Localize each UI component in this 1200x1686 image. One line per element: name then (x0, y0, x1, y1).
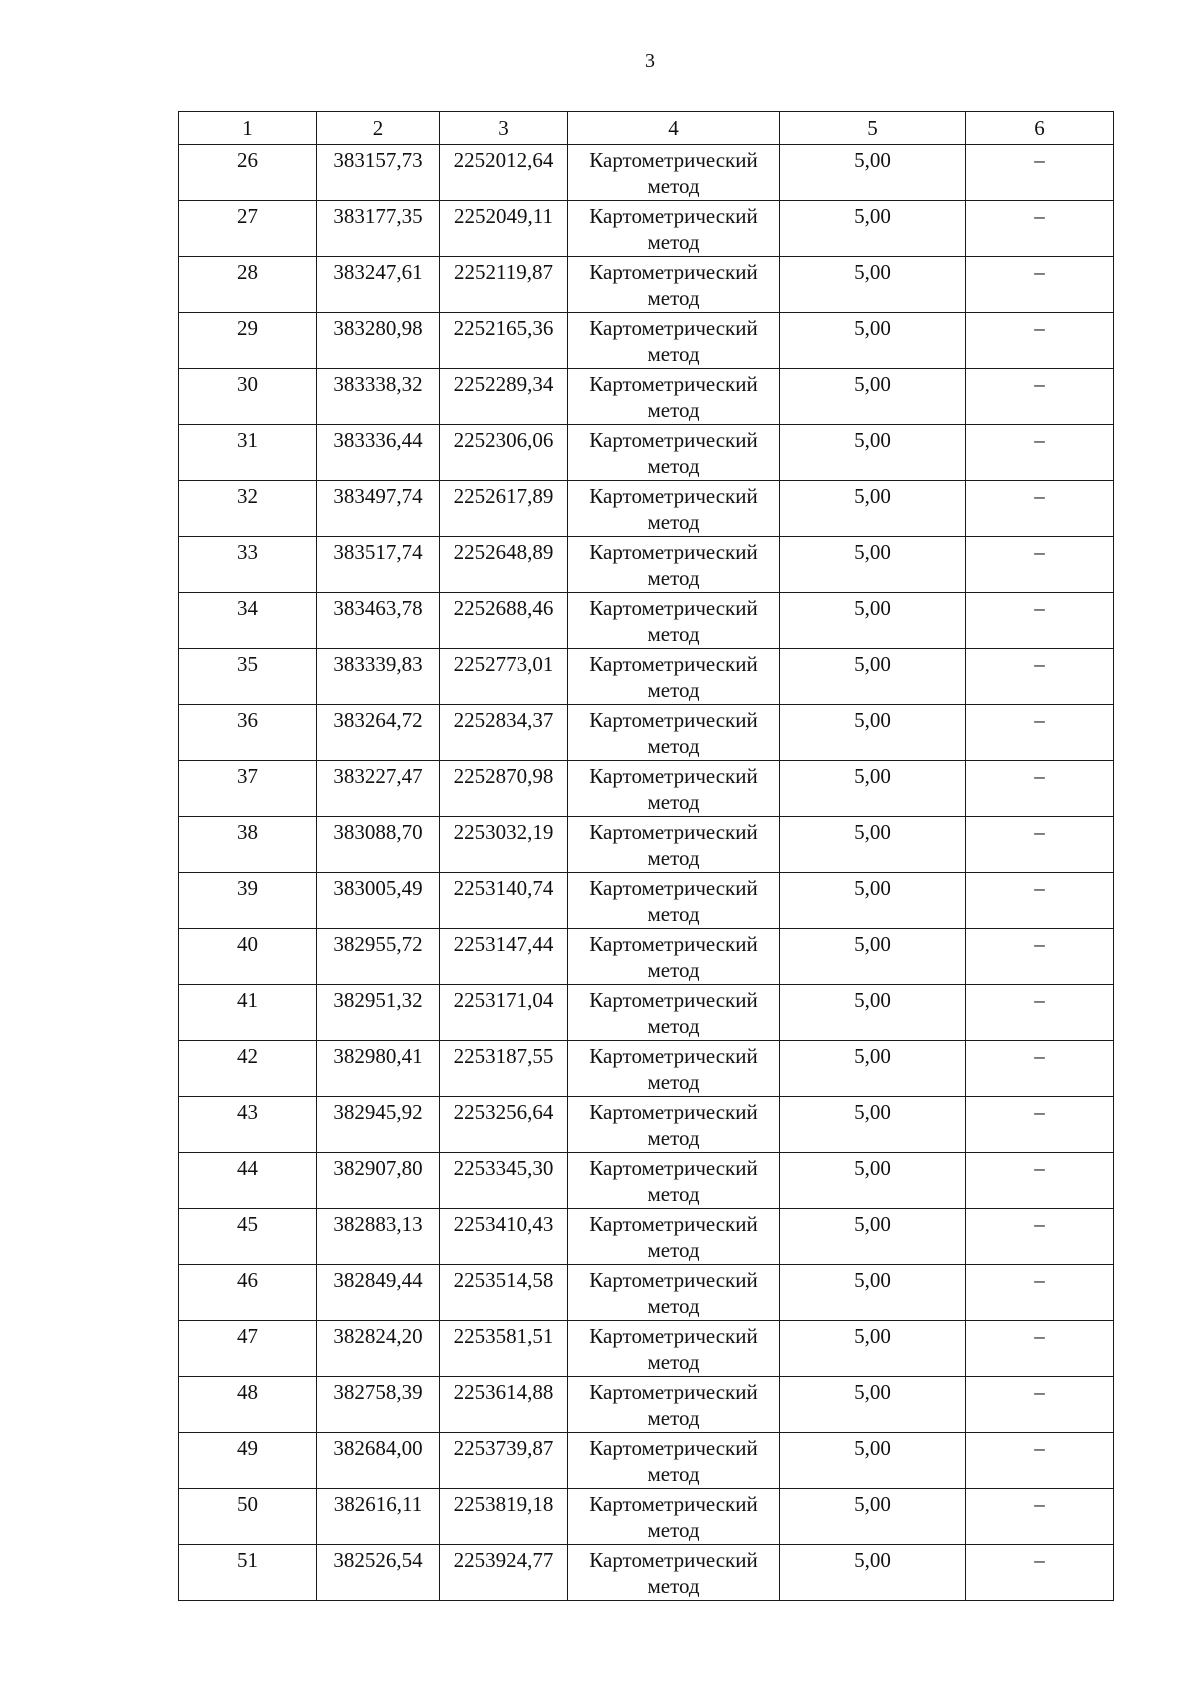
point-number-cell: 36 (179, 705, 317, 761)
accuracy-cell: 5,00 (780, 929, 966, 985)
y-coordinate-cell: 2252617,89 (440, 481, 568, 537)
accuracy-cell: 5,00 (780, 593, 966, 649)
point-number-cell: 48 (179, 1377, 317, 1433)
method-cell: Картометрический метод (568, 257, 780, 313)
method-cell: Картометрический метод (568, 873, 780, 929)
column-header-1: 1 (179, 112, 317, 145)
point-number-cell: 31 (179, 425, 317, 481)
table-row (179, 1321, 1114, 1377)
x-coordinate-cell: 382907,80 (317, 1153, 440, 1209)
table-row (179, 201, 1114, 257)
method-cell: Картометрический метод (568, 1041, 780, 1097)
point-number-cell: 29 (179, 313, 317, 369)
accuracy-cell: 5,00 (780, 705, 966, 761)
method-cell: Картометрический метод (568, 481, 780, 537)
point-number-cell: 51 (179, 1545, 317, 1601)
point-number-cell: 43 (179, 1097, 317, 1153)
y-coordinate-cell: 2252165,36 (440, 313, 568, 369)
table-row (179, 1433, 1114, 1489)
column-header-4: 4 (568, 112, 780, 145)
note-cell: – (966, 929, 1114, 985)
method-cell: Картометрический метод (568, 593, 780, 649)
x-coordinate-cell: 382849,44 (317, 1265, 440, 1321)
accuracy-cell: 5,00 (780, 537, 966, 593)
note-cell: – (966, 1433, 1114, 1489)
table-row (179, 313, 1114, 369)
accuracy-cell: 5,00 (780, 1041, 966, 1097)
method-cell: Картометрический метод (568, 537, 780, 593)
y-coordinate-cell: 2253614,88 (440, 1377, 568, 1433)
x-coordinate-cell: 382955,72 (317, 929, 440, 985)
x-coordinate-cell: 383264,72 (317, 705, 440, 761)
table-row (179, 1041, 1114, 1097)
table-row (179, 537, 1114, 593)
y-coordinate-cell: 2253032,19 (440, 817, 568, 873)
table-row (179, 145, 1114, 201)
table-row (179, 929, 1114, 985)
point-number-cell: 39 (179, 873, 317, 929)
x-coordinate-cell: 383177,35 (317, 201, 440, 257)
point-number-cell: 47 (179, 1321, 317, 1377)
method-cell: Картометрический метод (568, 649, 780, 705)
y-coordinate-cell: 2252773,01 (440, 649, 568, 705)
accuracy-cell: 5,00 (780, 257, 966, 313)
accuracy-cell: 5,00 (780, 1489, 966, 1545)
x-coordinate-cell: 382980,41 (317, 1041, 440, 1097)
point-number-cell: 49 (179, 1433, 317, 1489)
note-cell: – (966, 873, 1114, 929)
table-row (179, 873, 1114, 929)
table-header-row (179, 112, 1114, 145)
note-cell: – (966, 1489, 1114, 1545)
y-coordinate-cell: 2252012,64 (440, 145, 568, 201)
x-coordinate-cell: 382526,54 (317, 1545, 440, 1601)
method-cell: Картометрический метод (568, 1097, 780, 1153)
x-coordinate-cell: 383280,98 (317, 313, 440, 369)
note-cell: – (966, 257, 1114, 313)
accuracy-cell: 5,00 (780, 817, 966, 873)
y-coordinate-cell: 2253739,87 (440, 1433, 568, 1489)
table-row (179, 425, 1114, 481)
table-row (179, 1377, 1114, 1433)
accuracy-cell: 5,00 (780, 873, 966, 929)
point-number-cell: 30 (179, 369, 317, 425)
method-cell: Картометрический метод (568, 1545, 780, 1601)
point-number-cell: 42 (179, 1041, 317, 1097)
accuracy-cell: 5,00 (780, 1153, 966, 1209)
column-header-3: 3 (440, 112, 568, 145)
method-cell: Картометрический метод (568, 929, 780, 985)
table-row (179, 761, 1114, 817)
x-coordinate-cell: 382883,13 (317, 1209, 440, 1265)
y-coordinate-cell: 2252870,98 (440, 761, 568, 817)
note-cell: – (966, 761, 1114, 817)
note-cell: – (966, 481, 1114, 537)
note-cell: – (966, 425, 1114, 481)
coordinates-table (178, 111, 1114, 1601)
y-coordinate-cell: 2253924,77 (440, 1545, 568, 1601)
y-coordinate-cell: 2253171,04 (440, 985, 568, 1041)
method-cell: Картометрический метод (568, 425, 780, 481)
accuracy-cell: 5,00 (780, 425, 966, 481)
x-coordinate-cell: 382951,32 (317, 985, 440, 1041)
accuracy-cell: 5,00 (780, 1209, 966, 1265)
column-header-2: 2 (317, 112, 440, 145)
y-coordinate-cell: 2252119,87 (440, 257, 568, 313)
y-coordinate-cell: 2252688,46 (440, 593, 568, 649)
y-coordinate-cell: 2253140,74 (440, 873, 568, 929)
accuracy-cell: 5,00 (780, 1377, 966, 1433)
point-number-cell: 37 (179, 761, 317, 817)
accuracy-cell: 5,00 (780, 313, 966, 369)
table-row (179, 593, 1114, 649)
y-coordinate-cell: 2252049,11 (440, 201, 568, 257)
y-coordinate-cell: 2253581,51 (440, 1321, 568, 1377)
y-coordinate-cell: 2253514,58 (440, 1265, 568, 1321)
note-cell: – (966, 369, 1114, 425)
accuracy-cell: 5,00 (780, 761, 966, 817)
y-coordinate-cell: 2253345,30 (440, 1153, 568, 1209)
table-row (179, 1097, 1114, 1153)
note-cell: – (966, 537, 1114, 593)
y-coordinate-cell: 2252306,06 (440, 425, 568, 481)
method-cell: Картометрический метод (568, 817, 780, 873)
accuracy-cell: 5,00 (780, 1321, 966, 1377)
x-coordinate-cell: 383227,47 (317, 761, 440, 817)
accuracy-cell: 5,00 (780, 1433, 966, 1489)
x-coordinate-cell: 383157,73 (317, 145, 440, 201)
x-coordinate-cell: 383463,78 (317, 593, 440, 649)
x-coordinate-cell: 383497,74 (317, 481, 440, 537)
x-coordinate-cell: 383088,70 (317, 817, 440, 873)
note-cell: – (966, 145, 1114, 201)
note-cell: – (966, 1545, 1114, 1601)
accuracy-cell: 5,00 (780, 1265, 966, 1321)
x-coordinate-cell: 383517,74 (317, 537, 440, 593)
y-coordinate-cell: 2253410,43 (440, 1209, 568, 1265)
y-coordinate-cell: 2253147,44 (440, 929, 568, 985)
accuracy-cell: 5,00 (780, 985, 966, 1041)
note-cell: – (966, 1209, 1114, 1265)
method-cell: Картометрический метод (568, 313, 780, 369)
table-row (179, 1209, 1114, 1265)
note-cell: – (966, 1041, 1114, 1097)
method-cell: Картометрический метод (568, 1433, 780, 1489)
x-coordinate-cell: 383339,83 (317, 649, 440, 705)
note-cell: – (966, 1265, 1114, 1321)
method-cell: Картометрический метод (568, 761, 780, 817)
x-coordinate-cell: 382616,11 (317, 1489, 440, 1545)
y-coordinate-cell: 2253187,55 (440, 1041, 568, 1097)
accuracy-cell: 5,00 (780, 481, 966, 537)
table-row (179, 649, 1114, 705)
note-cell: – (966, 201, 1114, 257)
table-row (179, 705, 1114, 761)
x-coordinate-cell: 382758,39 (317, 1377, 440, 1433)
note-cell: – (966, 1377, 1114, 1433)
x-coordinate-cell: 383336,44 (317, 425, 440, 481)
x-coordinate-cell: 382945,92 (317, 1097, 440, 1153)
point-number-cell: 27 (179, 201, 317, 257)
table-row (179, 1265, 1114, 1321)
method-cell: Картометрический метод (568, 1377, 780, 1433)
y-coordinate-cell: 2253256,64 (440, 1097, 568, 1153)
note-cell: – (966, 1321, 1114, 1377)
accuracy-cell: 5,00 (780, 649, 966, 705)
method-cell: Картометрический метод (568, 1489, 780, 1545)
x-coordinate-cell: 383005,49 (317, 873, 440, 929)
method-cell: Картометрический метод (568, 985, 780, 1041)
table-row (179, 985, 1114, 1041)
table-row (179, 1489, 1114, 1545)
note-cell: – (966, 649, 1114, 705)
table-row (179, 369, 1114, 425)
x-coordinate-cell: 383247,61 (317, 257, 440, 313)
method-cell: Картометрический метод (568, 145, 780, 201)
table-row (179, 481, 1114, 537)
table-row (179, 257, 1114, 313)
accuracy-cell: 5,00 (780, 145, 966, 201)
note-cell: – (966, 1097, 1114, 1153)
y-coordinate-cell: 2252289,34 (440, 369, 568, 425)
note-cell: – (966, 313, 1114, 369)
note-cell: – (966, 593, 1114, 649)
point-number-cell: 33 (179, 537, 317, 593)
table-body (179, 145, 1114, 1601)
point-number-cell: 46 (179, 1265, 317, 1321)
accuracy-cell: 5,00 (780, 201, 966, 257)
x-coordinate-cell: 382824,20 (317, 1321, 440, 1377)
point-number-cell: 40 (179, 929, 317, 985)
note-cell: – (966, 985, 1114, 1041)
point-number-cell: 38 (179, 817, 317, 873)
table-row (179, 1545, 1114, 1601)
accuracy-cell: 5,00 (780, 1097, 966, 1153)
point-number-cell: 32 (179, 481, 317, 537)
method-cell: Картометрический метод (568, 201, 780, 257)
y-coordinate-cell: 2252834,37 (440, 705, 568, 761)
x-coordinate-cell: 383338,32 (317, 369, 440, 425)
page-number: 3 (645, 50, 655, 72)
x-coordinate-cell: 382684,00 (317, 1433, 440, 1489)
accuracy-cell: 5,00 (780, 369, 966, 425)
note-cell: – (966, 705, 1114, 761)
column-header-5: 5 (780, 112, 966, 145)
method-cell: Картометрический метод (568, 705, 780, 761)
note-cell: – (966, 1153, 1114, 1209)
y-coordinate-cell: 2252648,89 (440, 537, 568, 593)
point-number-cell: 35 (179, 649, 317, 705)
table-row (179, 817, 1114, 873)
point-number-cell: 50 (179, 1489, 317, 1545)
point-number-cell: 28 (179, 257, 317, 313)
method-cell: Картометрический метод (568, 1153, 780, 1209)
point-number-cell: 45 (179, 1209, 317, 1265)
accuracy-cell: 5,00 (780, 1545, 966, 1601)
method-cell: Картометрический метод (568, 369, 780, 425)
point-number-cell: 41 (179, 985, 317, 1041)
method-cell: Картометрический метод (568, 1209, 780, 1265)
table-row (179, 1153, 1114, 1209)
point-number-cell: 34 (179, 593, 317, 649)
method-cell: Картометрический метод (568, 1321, 780, 1377)
method-cell: Картометрический метод (568, 1265, 780, 1321)
y-coordinate-cell: 2253819,18 (440, 1489, 568, 1545)
column-header-6: 6 (966, 112, 1114, 145)
point-number-cell: 44 (179, 1153, 317, 1209)
note-cell: – (966, 817, 1114, 873)
point-number-cell: 26 (179, 145, 317, 201)
